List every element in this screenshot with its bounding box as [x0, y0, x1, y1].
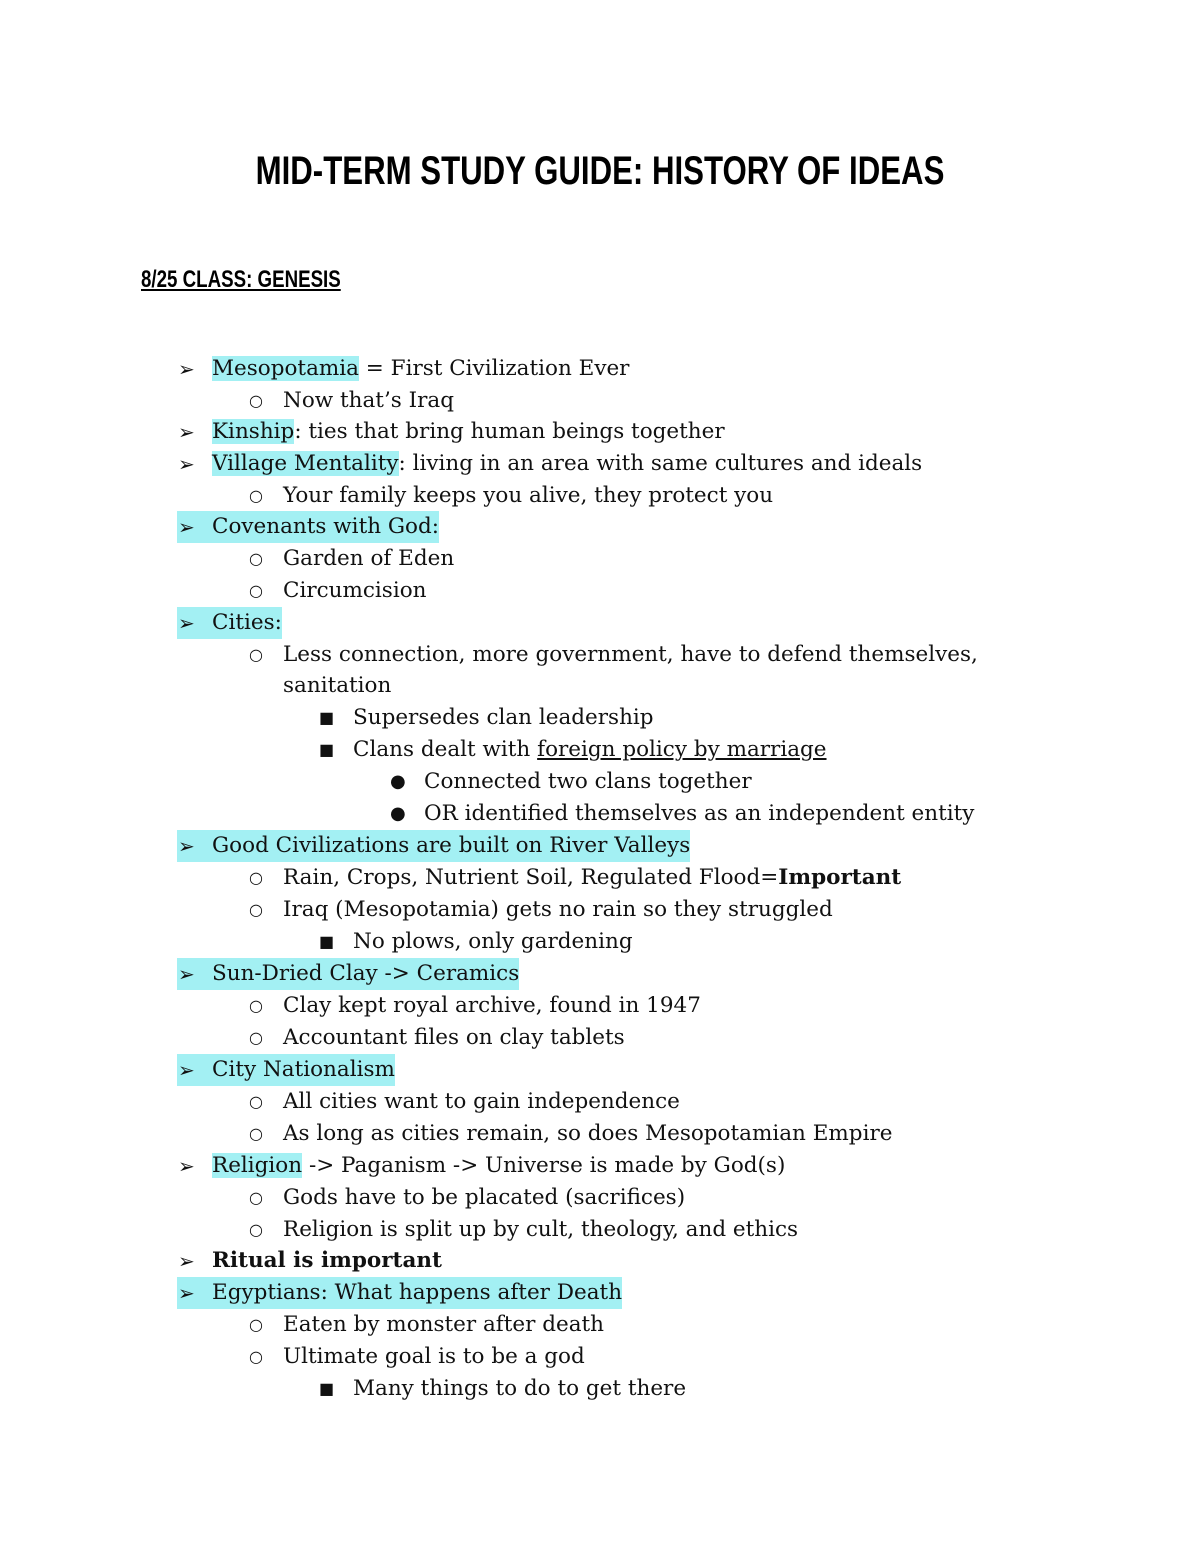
list-item — [249, 480, 774, 512]
circle-bullet-icon: ○ — [249, 1124, 263, 1143]
arrow-bullet-icon: ➢ — [178, 1281, 195, 1305]
circle-bullet-icon: ○ — [249, 645, 263, 664]
item-text: Egyptians: What happens after Death — [212, 1280, 623, 1305]
arrow-bullet-icon: ➢ — [178, 1249, 195, 1273]
item-text: -> Paganism -> Universe is made by God(s) — [302, 1153, 786, 1178]
document-title: MID-TERM STUDY GUIDE: HISTORY OF IDEAS — [255, 149, 945, 193]
list-item — [178, 1150, 786, 1182]
arrow-bullet-icon: ➢ — [178, 611, 195, 635]
circle-bullet-icon: ○ — [249, 1315, 263, 1334]
dot-bullet-icon: ● — [390, 771, 406, 792]
list-item — [249, 543, 455, 575]
circle-bullet-icon: ○ — [249, 900, 263, 919]
circle-bullet-icon: ○ — [249, 486, 263, 505]
square-bullet-icon: ■ — [319, 708, 335, 727]
arrow-bullet-icon: ➢ — [178, 515, 195, 539]
item-text: Ritual is important — [212, 1248, 442, 1273]
circle-bullet-icon: ○ — [249, 1188, 263, 1207]
item-text: Good Civilizations are built on River Valleys — [212, 833, 691, 858]
item-text: Circumcision — [283, 578, 427, 603]
arrow-bullet-icon: ➢ — [178, 1154, 195, 1178]
highlighted-term: Religion — [212, 1153, 303, 1178]
item-text: Iraq (Mesopotamia) gets no rain so they struggled — [283, 897, 833, 922]
arrow-bullet-icon: ➢ — [178, 452, 195, 476]
underlined-text: foreign policy by marriage — [537, 737, 827, 762]
item-text: Covenants with God: — [212, 514, 440, 539]
item-text: Connected two clans together — [424, 769, 752, 794]
item-text: Eaten by monster after death — [283, 1312, 605, 1337]
list-item — [319, 702, 654, 734]
dot-bullet-icon: ● — [390, 803, 406, 824]
list-item — [249, 1309, 605, 1341]
list-item — [177, 1277, 622, 1309]
list-item — [177, 958, 519, 990]
bold-text: Important — [778, 865, 902, 890]
circle-bullet-icon: ○ — [249, 391, 263, 410]
circle-bullet-icon: ○ — [249, 868, 263, 887]
item-text: No plows, only gardening — [353, 929, 633, 954]
list-item — [249, 1118, 893, 1150]
circle-bullet-icon: ○ — [249, 996, 263, 1015]
item-text: sanitation — [283, 673, 392, 698]
item-text: Ultimate goal is to be a god — [283, 1344, 585, 1369]
list-item — [249, 1182, 686, 1214]
item-text: Rain, Crops, Nutrient Soil, Regulated Flood= — [283, 865, 779, 890]
highlighted-term: Kinship — [212, 419, 295, 444]
list-item — [319, 1373, 687, 1405]
list-item — [177, 511, 439, 543]
item-text: Cities: — [212, 610, 282, 635]
list-item — [390, 766, 752, 798]
circle-bullet-icon: ○ — [249, 1028, 263, 1047]
list-item — [249, 862, 902, 894]
arrow-bullet-icon: ➢ — [178, 357, 195, 381]
list-item — [249, 575, 427, 607]
list-item — [178, 448, 923, 480]
square-bullet-icon: ■ — [319, 932, 335, 951]
circle-bullet-icon: ○ — [249, 1347, 263, 1366]
list-item — [249, 990, 701, 1022]
arrow-bullet-icon: ➢ — [178, 1058, 195, 1082]
list-item — [249, 1341, 585, 1373]
list-item-continuation — [283, 670, 391, 702]
item-text: Sun-Dried Clay -> Ceramics — [212, 961, 520, 986]
item-text: Garden of Eden — [283, 546, 455, 571]
list-item — [177, 1054, 395, 1086]
list-item — [177, 607, 282, 639]
list-item — [249, 1214, 799, 1246]
highlighted-term: Mesopotamia — [212, 356, 359, 381]
item-text: All cities want to gain independence — [283, 1089, 680, 1114]
list-item — [319, 734, 827, 766]
list-item — [178, 353, 630, 385]
circle-bullet-icon: ○ — [249, 1092, 263, 1111]
list-item — [249, 1086, 680, 1118]
list-item — [178, 1245, 442, 1277]
item-text: Religion is split up by cult, theology, and ethics — [283, 1217, 799, 1242]
item-text: = First Civilization Ever — [358, 356, 630, 381]
arrow-bullet-icon: ➢ — [178, 420, 195, 444]
item-text: Gods have to be placated (sacrifices) — [283, 1185, 686, 1210]
circle-bullet-icon: ○ — [249, 581, 263, 600]
circle-bullet-icon: ○ — [249, 549, 263, 568]
item-text: OR identified themselves as an independent entity — [424, 801, 975, 826]
item-text: Many things to do to get there — [353, 1376, 687, 1401]
square-bullet-icon: ■ — [319, 740, 335, 759]
list-item — [178, 416, 725, 448]
list-item — [319, 926, 633, 958]
list-item — [249, 385, 454, 417]
item-text: : ties that bring human beings together — [294, 419, 725, 444]
item-text: Clay kept royal archive, found in 1947 — [283, 993, 701, 1018]
item-text: Now that’s Iraq — [283, 388, 454, 413]
list-item — [249, 639, 978, 671]
list-item — [390, 798, 975, 830]
item-text: : living in an area with same cultures and ideals — [398, 451, 923, 476]
section-heading: 8/25 CLASS: GENESIS — [141, 266, 341, 293]
square-bullet-icon: ■ — [319, 1379, 335, 1398]
arrow-bullet-icon: ➢ — [178, 834, 195, 858]
item-text: Supersedes clan leadership — [353, 705, 654, 730]
item-text: Accountant files on clay tablets — [283, 1025, 625, 1050]
item-text: Clans dealt with — [353, 737, 538, 762]
item-text: As long as cities remain, so does Mesopotamian Empire — [283, 1121, 893, 1146]
highlighted-term: Village Mentality — [212, 451, 399, 476]
list-item — [249, 894, 833, 926]
item-text: Less connection, more government, have to defend themselves, — [283, 642, 978, 667]
list-item — [177, 830, 690, 862]
list-item — [249, 1022, 625, 1054]
arrow-bullet-icon: ➢ — [178, 962, 195, 986]
circle-bullet-icon: ○ — [249, 1220, 263, 1239]
item-text: City Nationalism — [212, 1057, 395, 1082]
item-text: Your family keeps you alive, they protect you — [283, 483, 774, 508]
